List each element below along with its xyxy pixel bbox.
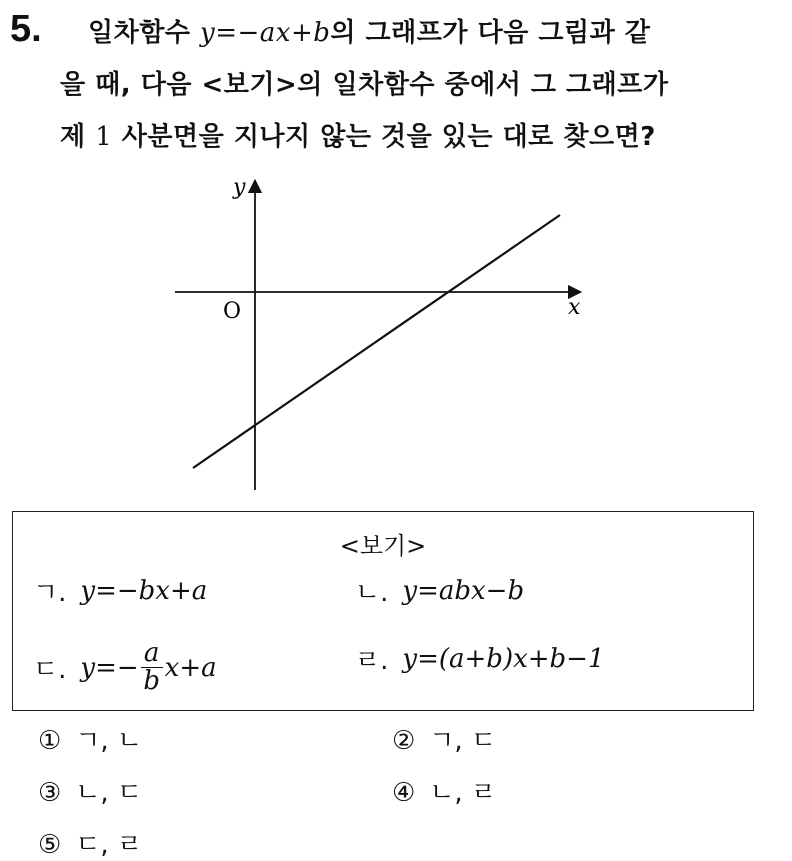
bogi-equation-suffix: x+a xyxy=(164,652,217,683)
function-graph xyxy=(170,170,590,500)
option-text: ㄱ, ㄴ xyxy=(75,726,143,756)
origin-label: O xyxy=(223,299,242,324)
answer-option-2[interactable] xyxy=(392,720,496,757)
question-text: 의 그래프가 다음 그림과 같 xyxy=(330,18,651,48)
bogi-label: ㄴ. xyxy=(355,578,389,608)
bogi-equation: y=(a+b)x+b−1 xyxy=(402,643,605,674)
bogi-label: ㄹ. xyxy=(355,646,389,676)
option-marker: ④ xyxy=(392,778,416,808)
quadrant-number: 1 xyxy=(95,122,113,152)
question-number: 5. xyxy=(10,8,42,50)
bogi-item xyxy=(33,640,217,696)
fraction xyxy=(141,640,163,696)
bogi-label: ㄷ. xyxy=(33,655,67,686)
bogi-label: ㄱ. xyxy=(33,578,67,608)
bogi-equation: y=−bx+a xyxy=(80,575,208,606)
bogi-equation: y=abx−b xyxy=(402,575,525,606)
question-line-2: 을 때, 다음 <보기>의 일차함수 중에서 그 그래프가 xyxy=(60,70,669,100)
option-text: ㄴ, ㄹ xyxy=(429,778,497,808)
question-text: 사분면을 지나지 않는 것을 있는 대로 찾으면? xyxy=(121,122,656,152)
fraction-denominator: b xyxy=(143,666,160,697)
answer-option-4[interactable] xyxy=(392,772,496,809)
question-line-1 xyxy=(88,12,650,49)
fraction-numerator: a xyxy=(143,638,160,668)
answer-option-5[interactable] xyxy=(38,824,142,861)
option-marker: ⑤ xyxy=(38,830,62,860)
question-line-3 xyxy=(60,116,656,153)
x-axis-label: x xyxy=(568,295,581,320)
question-text: 일차함수 xyxy=(88,18,191,48)
function-equation: y=−ax+b xyxy=(200,18,331,48)
answer-option-3[interactable] xyxy=(38,772,142,809)
bogi-equation-prefix: y=− xyxy=(80,652,139,683)
option-marker: ③ xyxy=(38,778,62,808)
bogi-item xyxy=(33,572,207,609)
option-text: ㄴ, ㄷ xyxy=(75,778,143,808)
bogi-title: <보기> xyxy=(339,532,427,560)
answer-option-1[interactable] xyxy=(38,720,142,757)
graph-line xyxy=(193,215,560,468)
bogi-item xyxy=(355,572,524,609)
option-marker: ② xyxy=(392,726,416,756)
option-text: ㄷ, ㄹ xyxy=(75,830,143,860)
option-marker: ① xyxy=(38,726,62,756)
option-text: ㄱ, ㄷ xyxy=(429,726,497,756)
bogi-item xyxy=(355,640,605,677)
bogi-box xyxy=(12,511,754,711)
y-axis-label: y xyxy=(233,175,246,200)
question-text: 제 xyxy=(60,122,86,152)
